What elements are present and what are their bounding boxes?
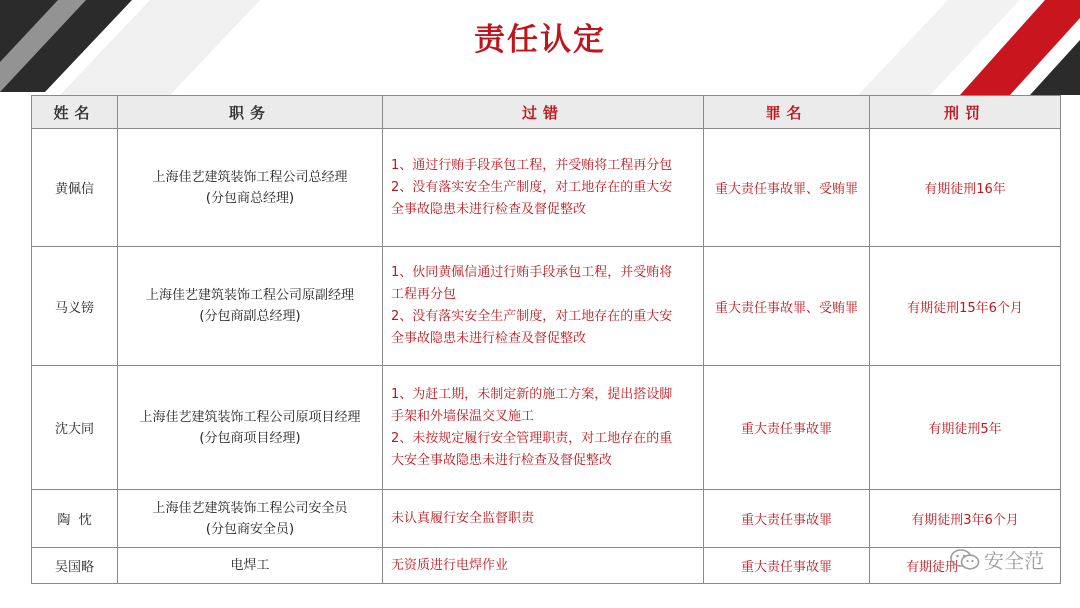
responsibility-table (31, 95, 1061, 584)
duty-line: 电焊工 (230, 558, 270, 573)
fault-line: 1、通过行贿手段承包工程，并受贿将工程再分包 (391, 157, 673, 173)
cell-duty (118, 548, 383, 584)
cell-charge: 重大责任事故罪 (704, 366, 870, 490)
cell-fault (383, 247, 704, 366)
cell-name: 吴国略 (32, 548, 118, 584)
header-fault: 过错 (383, 96, 704, 129)
cell-charge: 重大责任事故罪、受贿罪 (704, 129, 870, 247)
cell-penalty: 有期徒刑 (870, 548, 1061, 584)
duty-line: (分包商安全员) (205, 521, 295, 537)
table-row (32, 247, 1061, 366)
cell-name: 马义镑 (32, 247, 118, 366)
cell-penalty: 有期徒刑3年6个月 (870, 490, 1061, 548)
watermark (950, 545, 1044, 574)
cell-name: 沈大同 (32, 366, 118, 490)
cell-name: 黄佩信 (32, 129, 118, 247)
cell-penalty: 有期徒刑15年6个月 (870, 247, 1061, 366)
fault-line: 1、伙同黄佩信通过行贿手段承包工程，并受贿将 (391, 265, 673, 280)
watermark-text: 安全范 (984, 549, 1044, 573)
cell-fault (383, 366, 704, 490)
wechat-icon (950, 548, 980, 572)
slide-title: 责任认定 (474, 22, 606, 58)
cell-duty (118, 366, 383, 490)
cell-charge: 重大责任事故罪 (704, 490, 870, 548)
duty-line: (分包商副总经理) (199, 309, 301, 324)
fault-line: 大安全事故隐患未进行检查及督促整改 (391, 452, 613, 468)
fault-line: 2、没有落实安全生产制度，对工地存在的重大安 (391, 309, 673, 324)
fault-line: 未认真履行安全监督职责 (391, 510, 535, 526)
fault-line: 1、为赶工期，未制定新的施工方案，提出搭设脚 (391, 386, 673, 402)
fault-line: 手架和外墙保温交叉施工 (391, 408, 535, 424)
fault-line: 工程再分包 (391, 287, 457, 302)
header-charge: 罪名 (704, 96, 870, 129)
cell-penalty: 有期徒刑16年 (870, 129, 1061, 247)
header-duty: 职务 (118, 96, 383, 129)
table-row (32, 490, 1061, 548)
cell-penalty: 有期徒刑5年 (870, 366, 1061, 490)
header-name: 姓名 (32, 96, 118, 129)
duty-line: 上海佳艺建筑装饰工程公司总经理 (152, 169, 348, 185)
table-row (32, 366, 1061, 490)
duty-line: 上海佳艺建筑装饰工程公司原副经理 (145, 288, 354, 303)
duty-line: 上海佳艺建筑装饰工程公司原项目经理 (139, 409, 361, 425)
duty-line: (分包商总经理) (205, 190, 295, 206)
table-row (32, 129, 1061, 247)
duty-line: 上海佳艺建筑装饰工程公司安全员 (152, 500, 348, 516)
duty-line: (分包商项目经理) (199, 430, 301, 446)
cell-fault (383, 490, 704, 548)
fault-line: 全事故隐患未进行检查及督促整改 (391, 201, 587, 217)
header-penalty: 刑罚 (870, 96, 1061, 129)
fault-line: 2、未按规定履行安全管理职责，对工地存在的重 (391, 430, 673, 446)
cell-duty (118, 490, 383, 548)
fault-line: 无资质进行电焊作业 (391, 557, 509, 573)
cell-fault (383, 548, 704, 584)
fault-line: 2、没有落实安全生产制度，对工地存在的重大安 (391, 179, 673, 195)
cell-duty (118, 129, 383, 247)
fault-line: 全事故隐患未进行检查及督促整改 (391, 331, 587, 346)
table-row (32, 548, 1061, 584)
cell-duty (118, 247, 383, 366)
cell-fault (383, 129, 704, 247)
cell-charge: 重大责任事故罪 (704, 548, 870, 584)
table-header-row (32, 96, 1061, 129)
cell-charge: 重大责任事故罪、受贿罪 (704, 247, 870, 366)
cell-name: 陶 忱 (32, 490, 118, 548)
